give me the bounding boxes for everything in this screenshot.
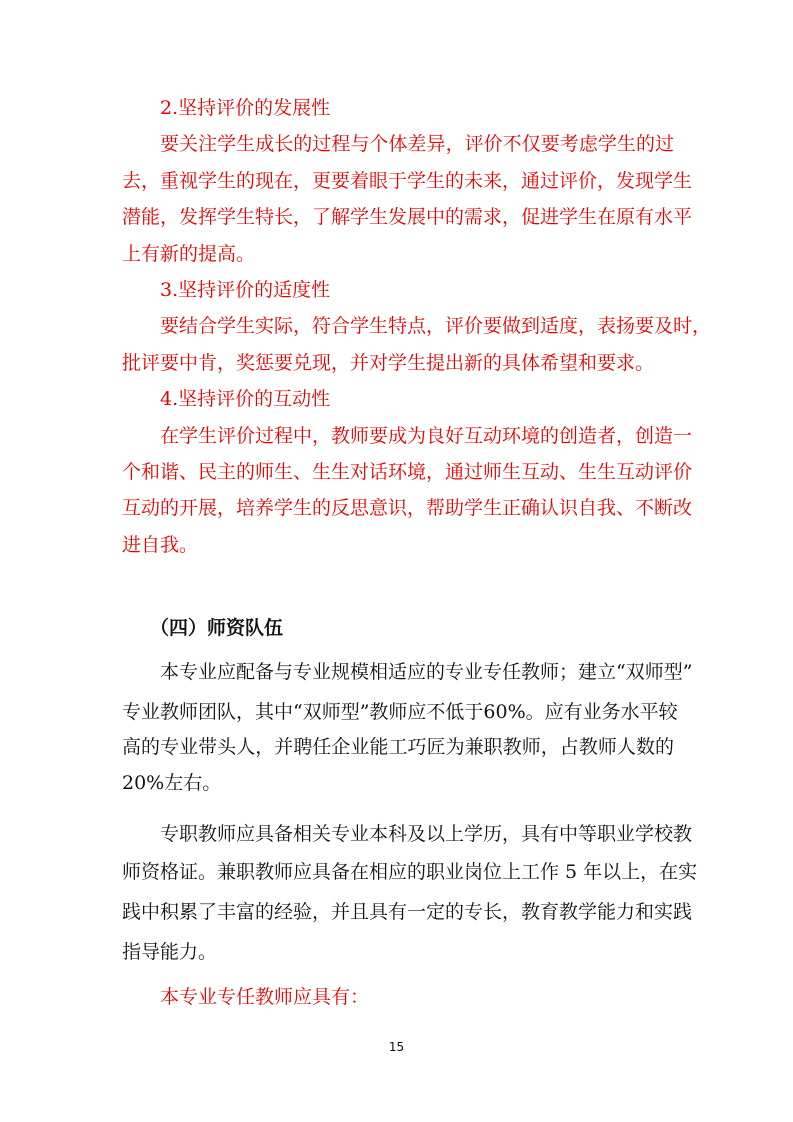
faculty-para2-line-4: 指导能力。: [122, 941, 218, 963]
item2-line-1: 要关注学生成长的过程与个体差异，评价不仅要考虑学生的过: [160, 133, 674, 155]
item4-line-3: 互动的开展，培养学生的反思意识，帮助学生正确认识自我、不断改: [122, 497, 693, 519]
item3-heading: 3.坚持评价的适度性: [160, 279, 331, 301]
item4-line-4: 进自我。: [122, 534, 199, 556]
item2-line-4: 上有新的提高。: [122, 243, 256, 265]
faculty-para1-line-4: 20%左右。: [122, 772, 222, 794]
faculty-para1-line-1: 本专业应配备与专业规模相适应的专业专任教师；建立“双师型”: [160, 661, 693, 683]
faculty-section-heading: （四）师资队伍: [150, 617, 284, 639]
faculty-para2-line-2: 师资格证。兼职教师应具备在相应的职业岗位上工作 5 年以上，在实: [122, 861, 698, 883]
faculty-para2-line-1: 专职教师应具备相关专业本科及以上学历，具有中等职业学校教: [160, 823, 693, 845]
faculty-para1-line-3: 高的专业带头人，并聘任企业能工巧匠为兼职教师，占教师人数的: [122, 736, 674, 758]
item4-line-1: 在学生评价过程中，教师要成为良好互动环境的创造者，创造一: [160, 425, 693, 447]
item4-heading: 4.坚持评价的互动性: [160, 388, 331, 410]
item2-line-3: 潜能，发挥学生特长，了解学生发展中的需求，促进学生在原有水平: [122, 206, 693, 228]
item3-line-1: 要结合学生实际，符合学生特点，评价要做到适度，表扬要及时，: [160, 315, 712, 337]
item2-heading: 2.坚持评价的发展性: [160, 97, 331, 119]
item2-line-2: 去，重视学生的现在，更要着眼于学生的未来，通过评价，发现学生: [122, 170, 693, 192]
faculty-para2-line-3: 践中积累了丰富的经验，并且具有一定的专长，教育教学能力和实践: [122, 901, 693, 923]
page-number: 15: [388, 1040, 405, 1054]
faculty-para3-line-1: 本专业专任教师应具有：: [160, 986, 370, 1008]
item3-line-2: 批评要中肯，奖惩要兑现，并对学生提出新的具体希望和要求。: [122, 352, 655, 374]
item4-line-2: 个和谐、民主的师生、生生对话环境，通过师生互动、生生互动评价: [122, 461, 693, 483]
faculty-para1-line-2: 专业教师团队，其中“双师型”教师应不低于60%。应有业务水平较: [122, 701, 678, 723]
